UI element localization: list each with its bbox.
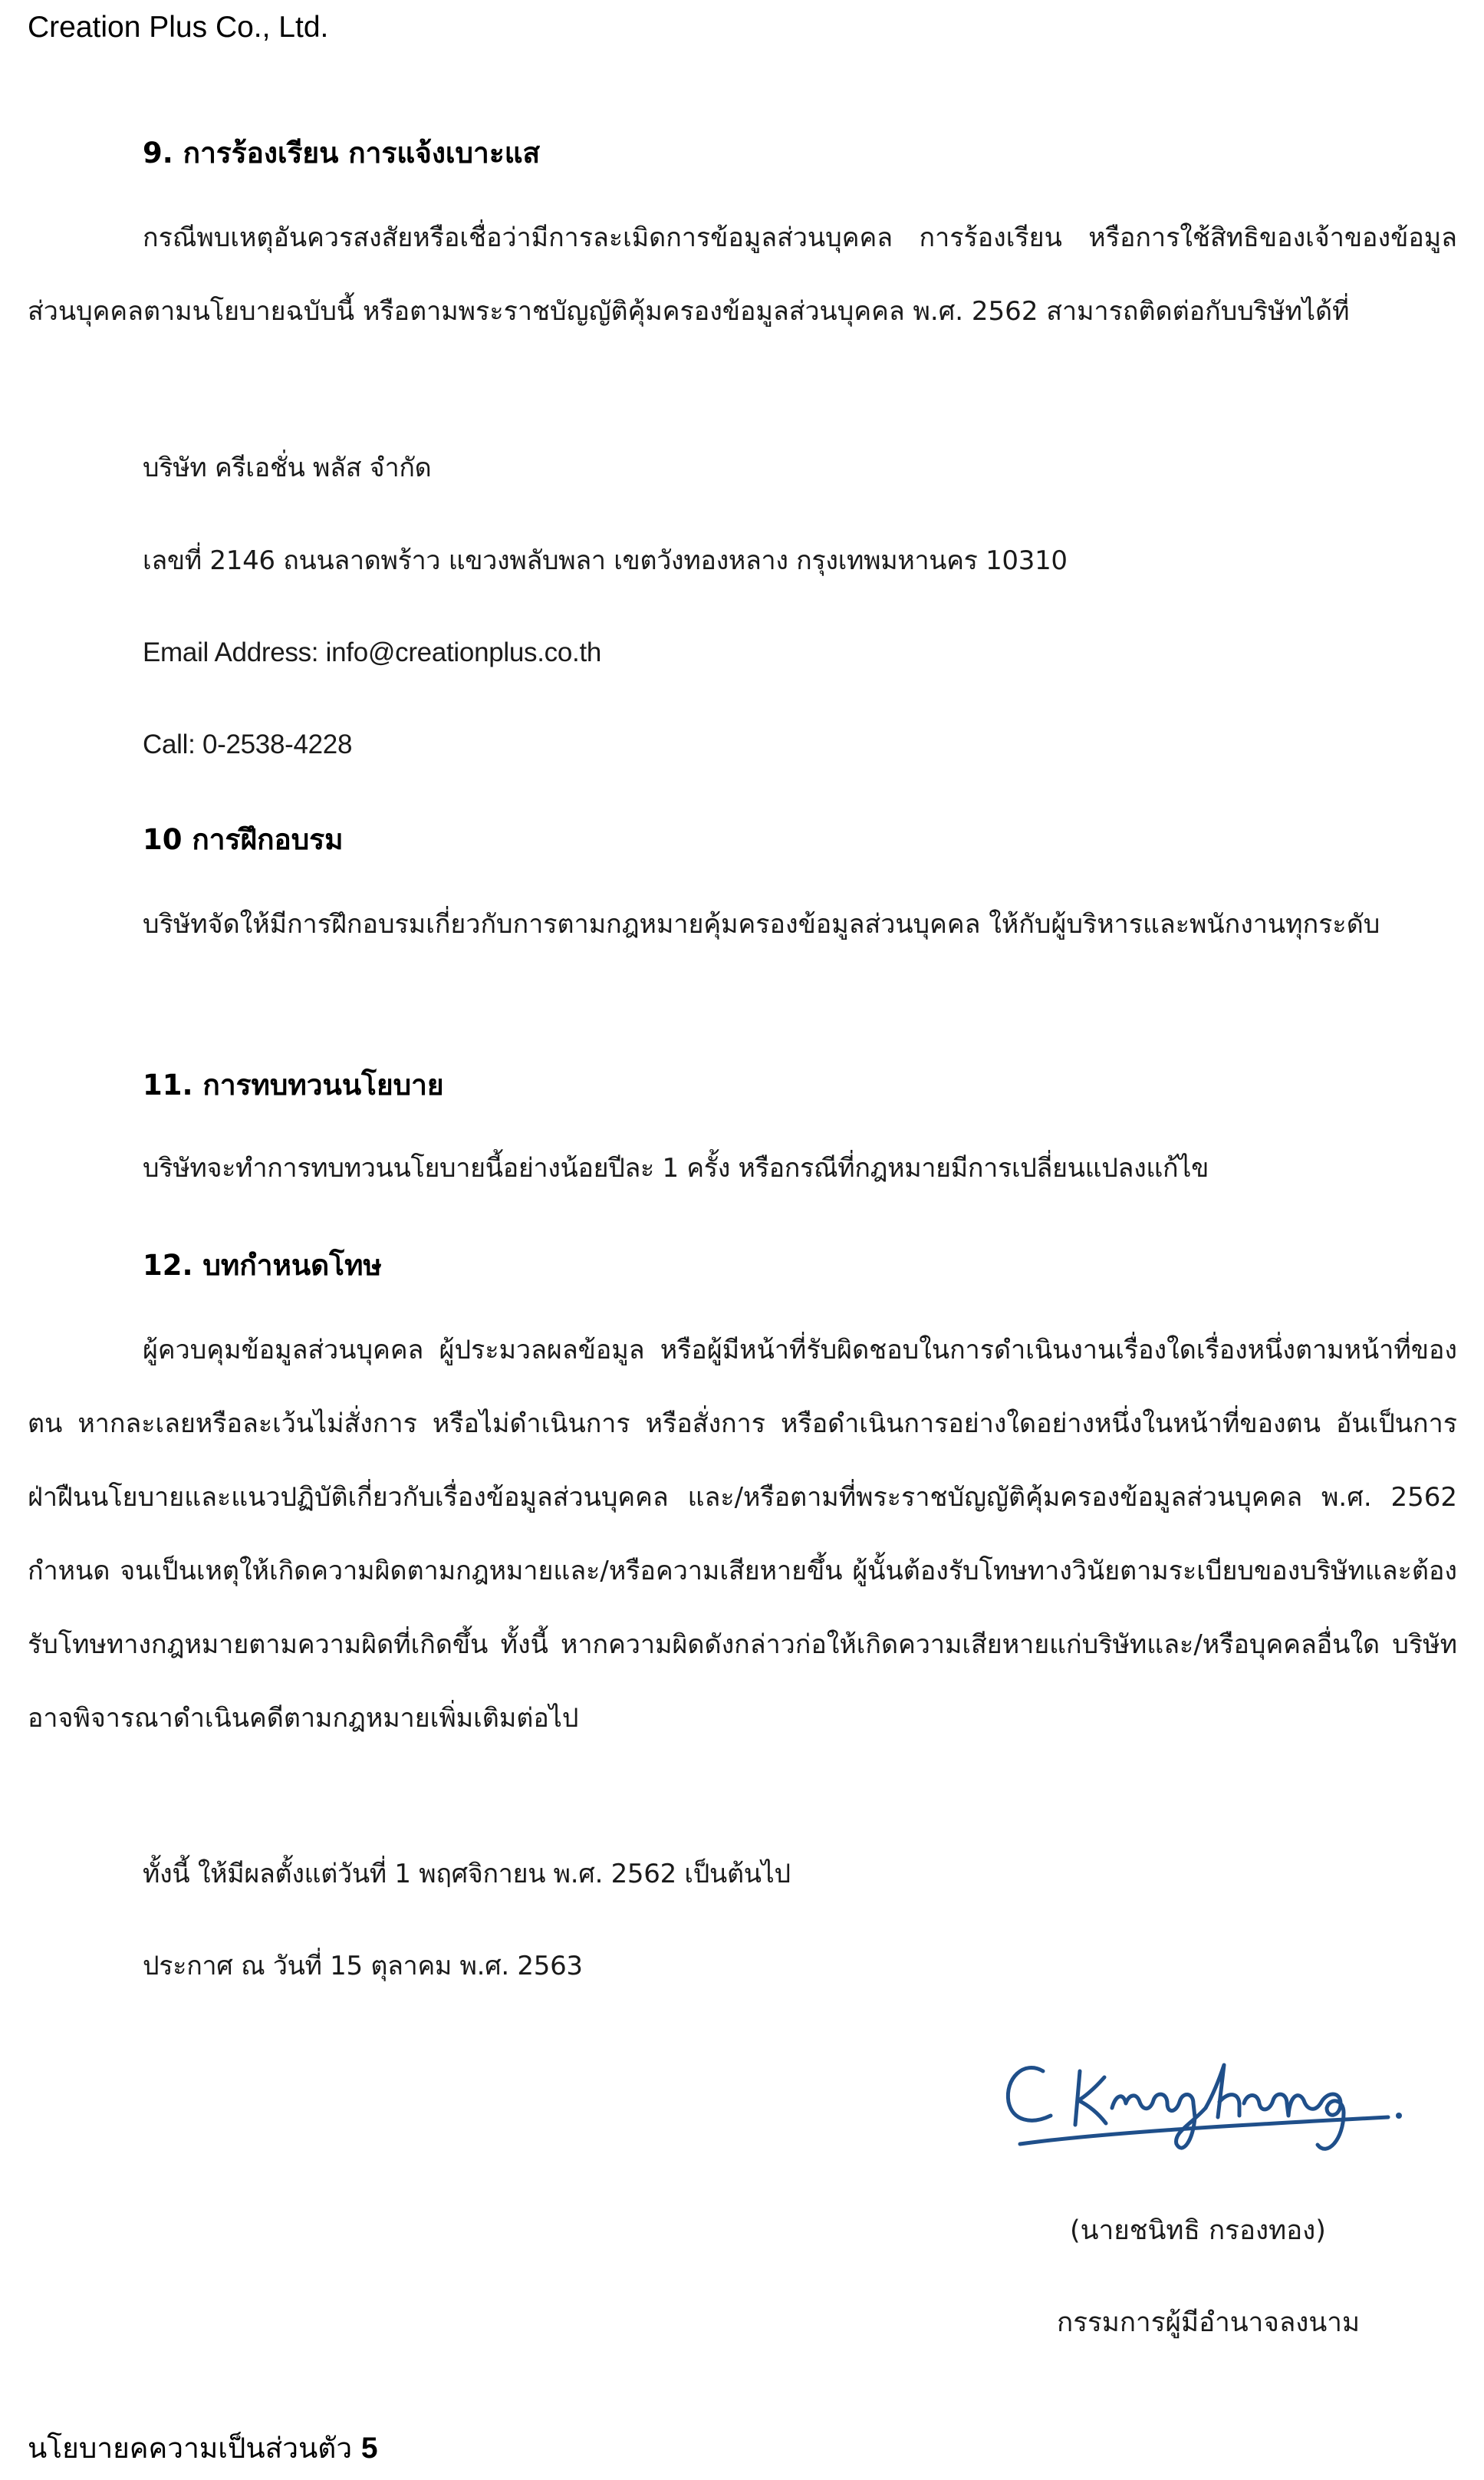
contact-phone: Call: 0-2538-4228 [143, 730, 353, 759]
announcement-date: ประกาศ ณ วันที่ 15 ตุลาคม พ.ศ. 2563 [143, 1951, 583, 1981]
section-11-paragraph: บริษัทจะทำการทบทวนนโยบายนี้อย่างน้อยปีละ 1 ครั้ง หรือกรณีที่กฎหมายมีการเปลี่ยนแปลงแก้ไข [143, 1153, 1209, 1184]
section-9-paragraph: กรณีพบเหตุอันควรสงสัยหรือเชื่อว่ามีการละเมิดการข้อมูลส่วนบุคคล การร้องเรียน หรือการใช้สิทธิของเจ้าของข้อมูลส่วนบุคคลตามนโยบายฉบับนี้ หรือตามพระราชบัญญัติคุ้มครองข้อมูลส่วนบุคคล พ.ศ. 2562 สามารถติดต่อกับบริษัทได้ที่ [28, 222, 1457, 327]
page-number: 5 [360, 2432, 378, 2465]
contact-email: Email Address: info@creationplus.co.th [143, 637, 602, 667]
company-name-thai: บริษัท ครีเอชั่น พลัส จำกัด [143, 453, 432, 483]
section-10-heading: 10 การฝึกอบรม [143, 823, 344, 856]
effective-date: ทั้งนี้ ให้มีผลตั้งแต่วันที่ 1 พฤศจิกายน พ.ศ. 2562 เป็นต้นไป [143, 1859, 791, 1889]
company-address: เลขที่ 2146 ถนนลาดพร้าว แขวงพลับพลา เขตวังทองหลาง กรุงเทพมหานคร 10310 [143, 545, 1068, 576]
section-11-heading: 11. การทบทวนนโยบาย [143, 1069, 444, 1102]
handwritten-signature [989, 2017, 1426, 2171]
section-12-heading: 12. บทกำหนดโทษ [143, 1249, 382, 1282]
signer-title: กรรมการผู้มีอำนาจลงนาม [1057, 2307, 1361, 2338]
page-footer [28, 2426, 378, 2471]
footer-label: นโยบายคความเป็นส่วนตัว [28, 2432, 353, 2465]
section-12-paragraph: ผู้ควบคุมข้อมูลส่วนบุคคล ผู้ประมวลผลข้อมูล หรือผู้มีหน้าที่รับผิดชอบในการดำเนินงานเรื่องใดเรื่องหนึ่งตามหน้าที่ของตน หากละเลยหรือละเว้นไม่สั่งการ หรือไม่ดำเนินการ หรือสั่งการ หรือดำเนินการอย่างใดอย่างหนึ่งในหน้าที่ของตน อันเป็นการฝ่าฝืนนโยบายและแนวปฏิบัติเกี่ยวกับเรื่องข้อมูลส่วนบุคคล และ/หรือตามที่พระราชบัญญัติคุ้มครองข้อมูลส่วนบุคคล พ.ศ. 2562 กำหนด จนเป็นเหตุให้เกิดความผิดตามกฎหมายและ/หรือความเสียหายขึ้น ผู้นั้นต้องรับโทษทางวินัยตามระเบียบของบริษัทและต้องรับโทษทางกฎหมายตามความผิดที่เกิดขึ้น ทั้งนี้ หากความผิดดังกล่าวก่อให้เกิดความเสียหายแก่บริษัทและ/หรือบุคคลอื่นใด บริษัทอาจพิจารณาดำเนินคดีตามกฎหมายเพิ่มเติมต่อไป [28, 1335, 1457, 1734]
signer-name: (นายชนิทธิ กรองทอง) [1070, 2215, 1326, 2246]
company-name-header: Creation Plus Co., Ltd. [28, 11, 329, 44]
section-10-paragraph: บริษัทจัดให้มีการฝึกอบรมเกี่ยวกับการตามกฎหมายคุ้มครองข้อมูลส่วนบุคคล ให้กับผู้บริหารและพนักงานทุกระดับ [143, 909, 1380, 940]
section-9-heading: 9. การร้องเรียน การแจ้งเบาะแส [143, 137, 541, 170]
